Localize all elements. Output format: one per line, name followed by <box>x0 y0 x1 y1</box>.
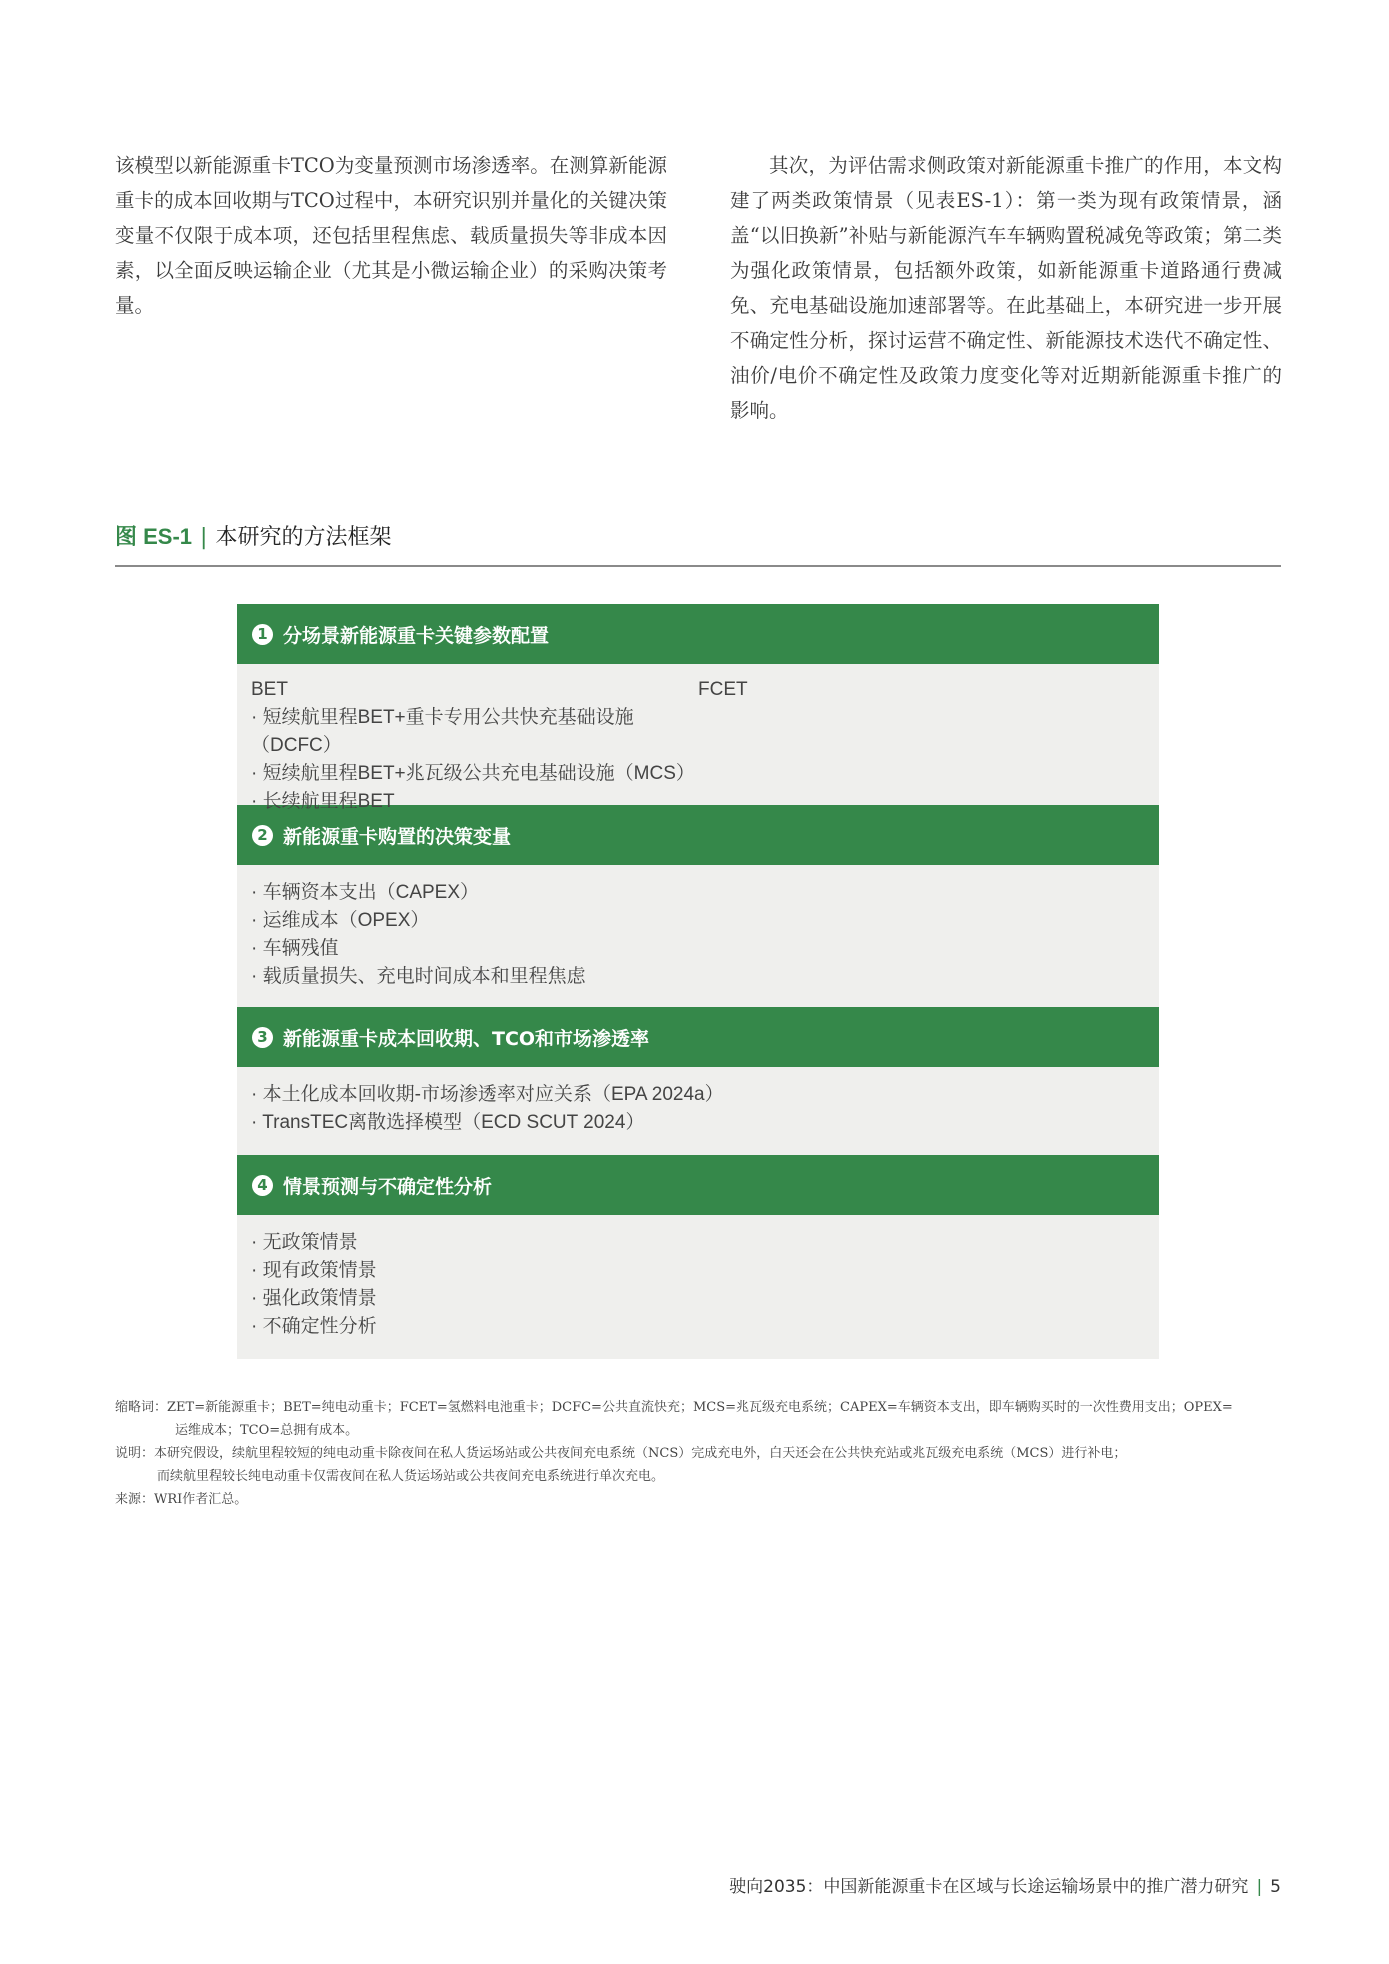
section-body-2 <box>237 865 1159 1007</box>
figure-title: 本研究的方法框架 <box>215 525 392 550</box>
number-badge-icon: 4 <box>252 1175 273 1196</box>
list-item: · 运维成本（OPEX） <box>251 907 1145 935</box>
page-number: 5 <box>1270 1877 1281 1897</box>
description-note-cont: 而续航里程较长纯电动重卡仅需夜间在私人货运场站或公共夜间充电系统进行单次充电。 <box>157 1469 665 1484</box>
list-item: · 车辆资本支出（CAPEX） <box>251 879 1145 907</box>
description-note: 说明：本研究假设，续航里程较短的纯电动重卡除夜间在私人货运场站或公共夜间充电系统（NCS）完成充电外，白天还会在公共快充站或兆瓦级充电系统（MCS）进行补电； <box>115 1446 1127 1461</box>
abbreviations-note-cont: 运维成本；TCO=总拥有成本。 <box>175 1423 359 1438</box>
fcet-label: FCET <box>698 679 748 700</box>
figure-caption <box>115 520 391 551</box>
section-title: 新能源重卡成本回收期、TCO和市场渗透率 <box>283 1027 650 1050</box>
list-item: · 车辆残值 <box>251 935 1145 963</box>
framework-diagram <box>237 604 1159 1359</box>
bet-label: BET <box>251 679 288 700</box>
left-paragraph: 该模型以新能源重卡TCO为变量预测市场渗透率。在测算新能源重卡的成本回收期与TCO过程中，本研究识别并量化的关键决策变量不仅限于成本项，还包括里程焦虑、载质量损失等非成本因素，以全面反映运输企业（尤其是小微运输企业）的采购决策考量。 <box>115 154 667 317</box>
list-item: · 长续航里程BET <box>251 788 698 816</box>
list-item: · 本土化成本回收期-市场渗透率对应关系（EPA 2024a） <box>251 1081 1145 1109</box>
figure-divider <box>115 565 1281 567</box>
list-item: · 载质量损失、充电时间成本和里程焦虑 <box>251 963 1145 991</box>
section-title: 分场景新能源重卡关键参数配置 <box>283 624 550 647</box>
figure-notes <box>115 1396 1285 1511</box>
left-column <box>115 148 667 323</box>
footer-separator: | <box>1256 1877 1263 1897</box>
page-footer <box>729 1872 1281 1897</box>
list-item: · 短续航里程BET+重卡专用公共快充基础设施（DCFC） <box>251 704 698 760</box>
list-item: · TransTEC离散选择模型（ECD SCUT 2024） <box>251 1109 1145 1137</box>
list-item: · 不确定性分析 <box>251 1313 1145 1341</box>
section-header-4 <box>237 1155 1159 1215</box>
figure-separator: | <box>200 525 208 550</box>
section-title: 新能源重卡购置的决策变量 <box>283 825 512 848</box>
number-badge-icon: 1 <box>252 624 273 645</box>
right-paragraph: 其次，为评估需求侧政策对新能源重卡推广的作用，本文构建了两类政策情景（见表ES-1）：第一类为现有政策情景，涵盖“以旧换新”补贴与新能源汽车车辆购置税减免等政策；第二类为强化政策情景，包括额外政策，如新能源重卡道路通行费减免、充电基础设施加速部署等。在此基础上，本研究进一步开展不确定性分析，探讨运营不确定性、新能源技术迭代不确定性、油价/电价不确定性及政策力度变化等对近期新能源重卡推广的影响。 <box>730 154 1282 422</box>
section-body-3 <box>237 1067 1159 1155</box>
section-title: 情景预测与不确定性分析 <box>283 1175 493 1198</box>
abbreviations-note: 缩略词：ZET=新能源重卡；BET=纯电动重卡；FCET=氢燃料电池重卡；DCFC=公共直流快充；MCS=兆瓦级充电系统；CAPEX=车辆资本支出，即车辆购买时的一次性费用支出；OPEX= <box>115 1400 1233 1415</box>
footer-title: 驶向2035：中国新能源重卡在区域与长途运输场景中的推广潜力研究 <box>729 1877 1249 1897</box>
section-body-1 <box>237 664 1159 812</box>
section-header-3 <box>237 1007 1159 1067</box>
list-item: · 强化政策情景 <box>251 1285 1145 1313</box>
right-column <box>730 148 1282 428</box>
list-item: · 无政策情景 <box>251 1229 1145 1257</box>
list-item: · 短续航里程BET+兆瓦级公共充电基础设施（MCS） <box>251 760 698 788</box>
section-body-4 <box>237 1215 1159 1359</box>
source-note: 来源：WRI作者汇总。 <box>115 1492 248 1507</box>
number-badge-icon: 3 <box>252 1027 273 1048</box>
figure-label: 图 ES-1 <box>115 524 193 549</box>
number-badge-icon: 2 <box>252 825 273 846</box>
section-header-1 <box>237 604 1159 664</box>
list-item: · 现有政策情景 <box>251 1257 1145 1285</box>
